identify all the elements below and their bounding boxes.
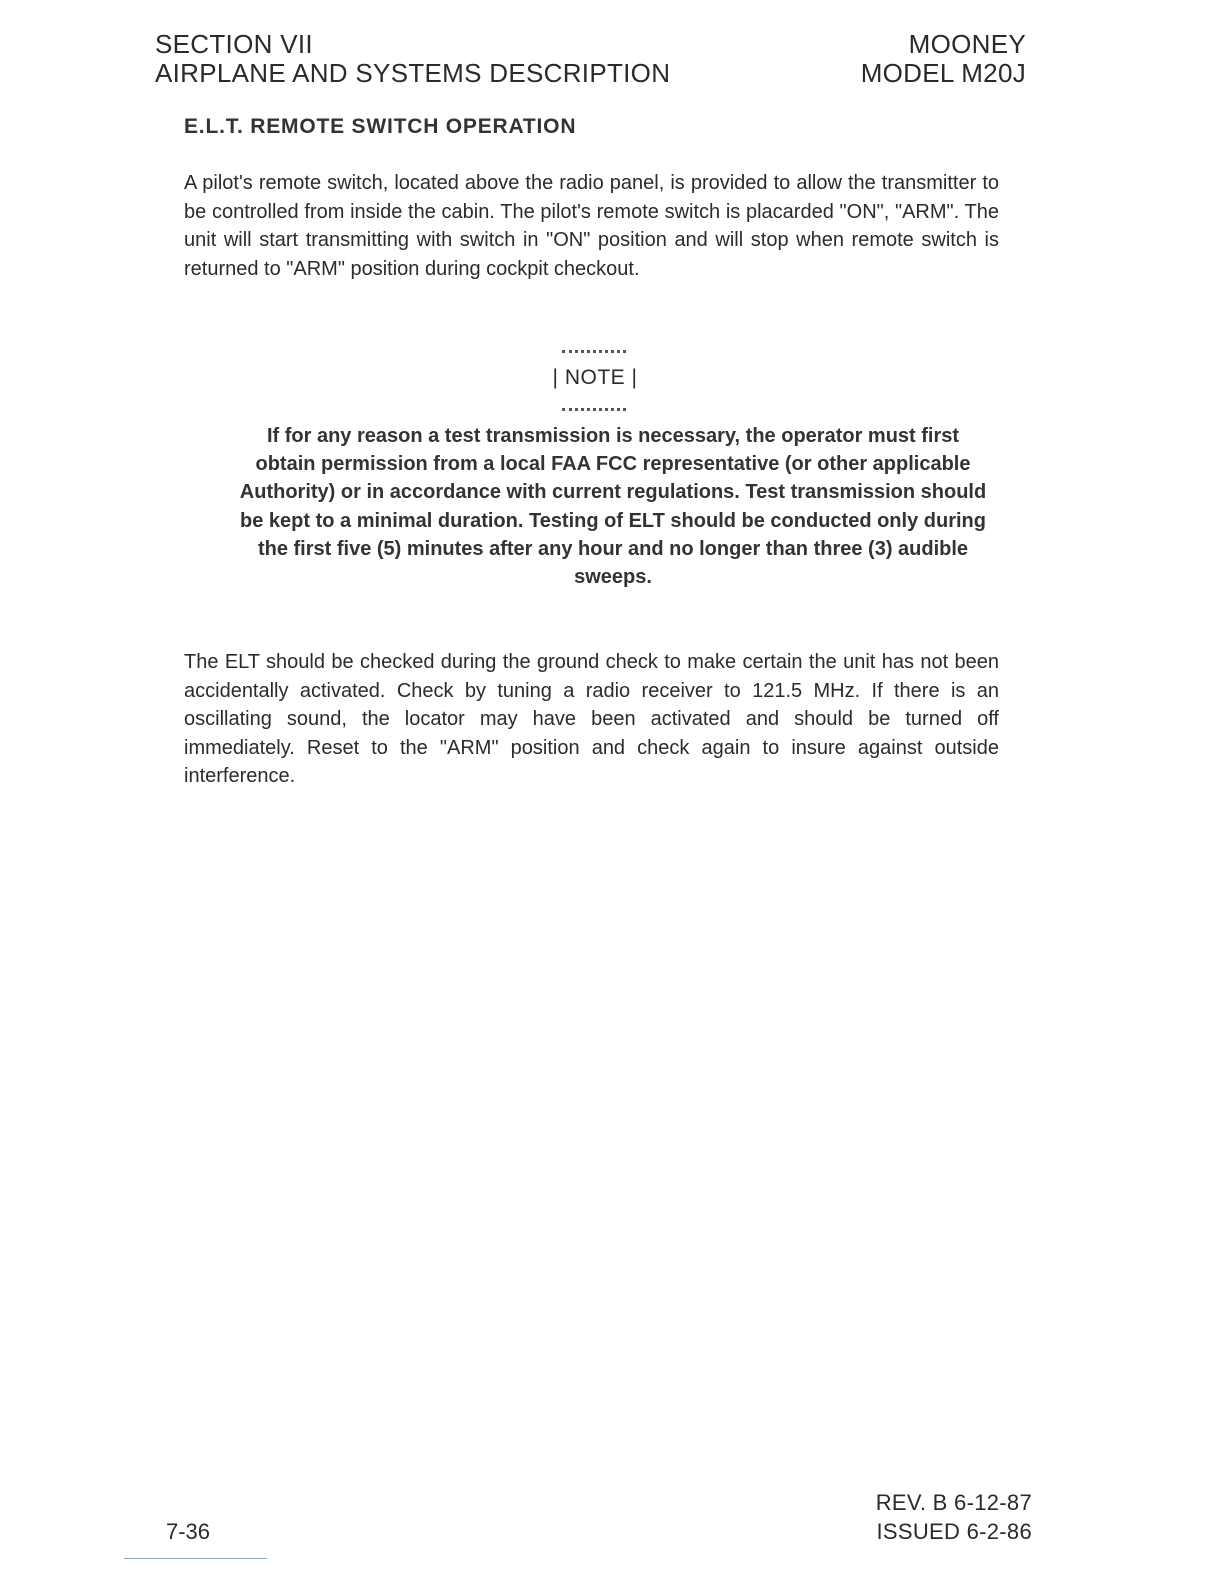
section-title: AIRPLANE AND SYSTEMS DESCRIPTION (155, 58, 671, 88)
section-heading: E.L.T. REMOTE SWITCH OPERATION (184, 115, 577, 138)
revision-block (876, 1488, 1032, 1546)
manufacturer-name: MOONEY (908, 29, 1026, 59)
body-paragraph-ground-check: The ELT should be checked during the ground check to make certain the unit has not been accidentally activated. Check by tuning a radio receiver to 121.5 MHz. If there is an oscillating sound, the locator may have been activated and should be turned off immediately. Reset to the "ARM" position and check again to insure against outside interference. (184, 651, 999, 787)
page-header-left (155, 30, 670, 88)
page-number: 7-36 (166, 1519, 211, 1544)
note-top-rule (562, 350, 626, 353)
bottom-divider (124, 1558, 267, 1559)
revision-date: REV. B 6-12-87 (875, 1490, 1032, 1515)
note-bottom-rule (562, 408, 626, 411)
aircraft-model: MODEL M20J (860, 58, 1026, 88)
issued-date: ISSUED 6-2-86 (876, 1519, 1032, 1544)
body-paragraph-remote-switch: A pilot's remote switch, located above the radio panel, is provided to allow the transmitter to be controlled from inside the cabin. The pilot's remote switch is placarded "ON", "ARM". The unit will start transmitting with switch in "ON" position and will stop when remote switch is returned to "ARM" position during cockpit checkout. (184, 172, 999, 280)
page-header-right (861, 30, 1026, 88)
note-body: If for any reason a test transmission is necessary, the operator must first obtain permission from a local FAA FCC representative (or other applicable Authority) or in accordance with current regulations. Test transmission should be kept to a minimal duration. Testing of ELT should be conducted only during the first five (5) minutes after any hour and no longer than three (3) audible sweeps. (239, 425, 987, 589)
section-number: SECTION VII (155, 29, 313, 59)
note-label: | NOTE | (552, 366, 638, 389)
